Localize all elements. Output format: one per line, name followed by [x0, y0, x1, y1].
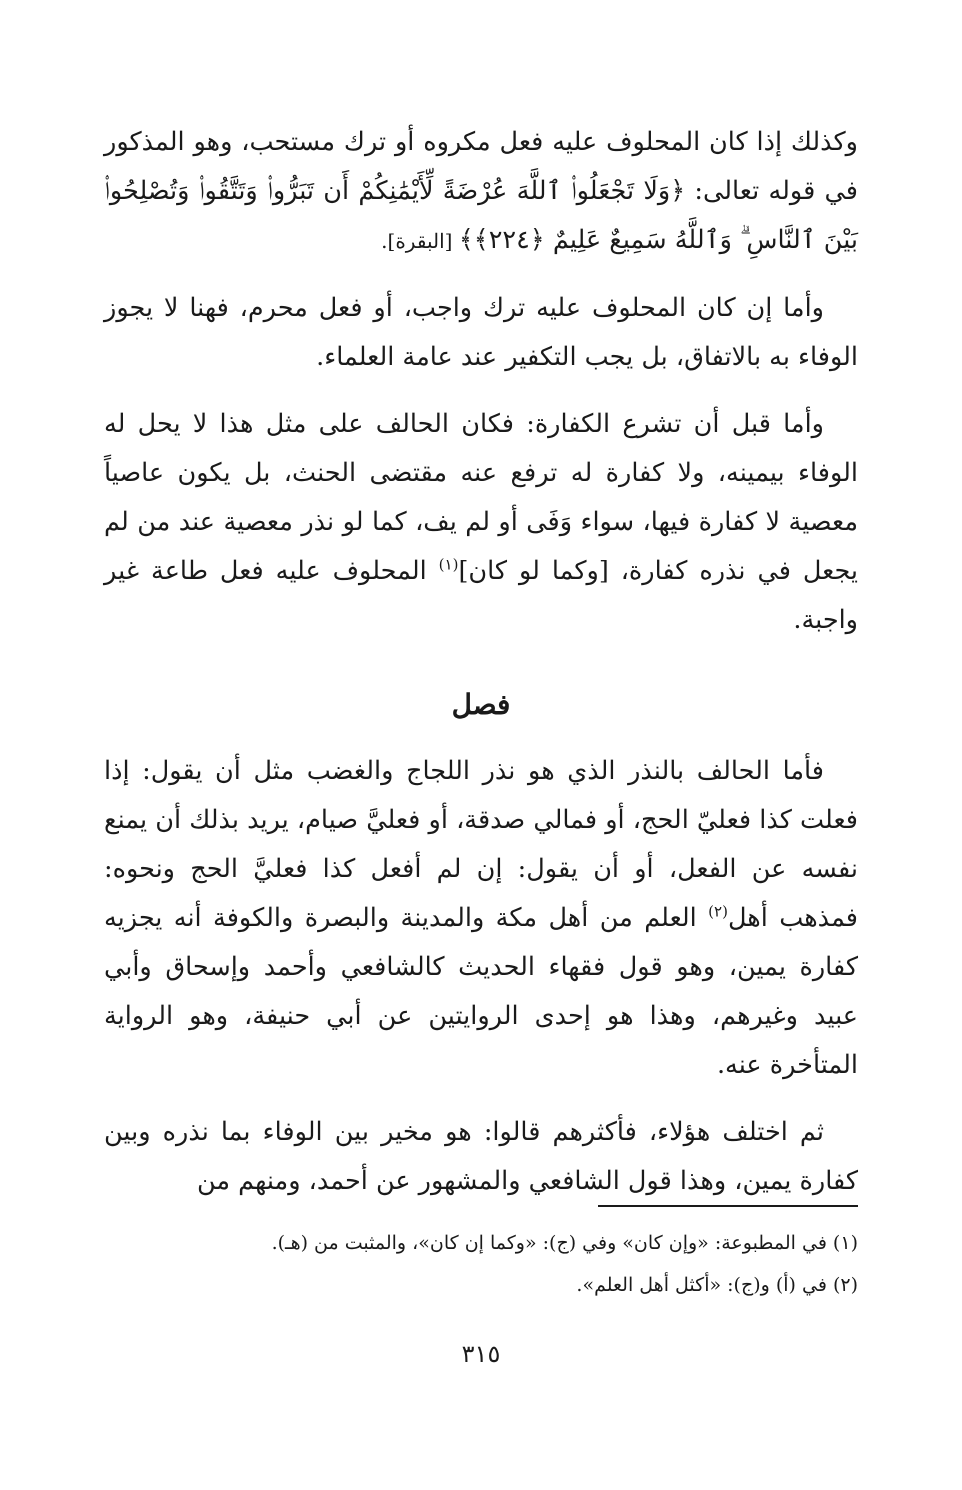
footnote-1: (١) في المطبوعة: «وإن كان» وفي (ج): «وكما إن كان»، والمثبت من (هـ). — [271, 1232, 858, 1254]
footnote-marker-2[interactable]: (٢) — [708, 902, 728, 921]
paragraph-1-text: وكذلك إذا كان المحلوف عليه فعل مكروه أو ترك مستحب، وهو المذكور في قوله تعالى: — [104, 127, 858, 206]
page-number: ٣١٥ — [461, 1340, 501, 1368]
footnotes — [104, 1222, 858, 1306]
sura-reference: [البقرة]. — [381, 229, 459, 253]
paragraph-4 — [104, 747, 858, 1090]
paragraph-3-text-b: المحلوف عليه فعل طاعة غير واجبة. — [104, 556, 858, 635]
quran-verse: ﴿وَلَا تَجْعَلُوا۟ ٱللَّهَ عُرْضَةً لِّأَيْمَٰنِكُمْ أَن تَبَرُّوا۟ وَتَتَّقُوا۟ وَتُصْلِحُوا۟ بَيْنَ ٱلنَّاسِ ۗ وَٱللَّهُ سَمِيعٌ عَلِيمٌ ﴿٢٢٤﴾﴾ — [104, 176, 858, 255]
footnote-marker-1[interactable]: (١) — [438, 555, 459, 574]
paragraph-3-text-a: وأما قبل أن تشرع الكفارة: فكان الحالف على مثل هذا لا يحل له الوفاء بيمينه، ولا كفارة له ترفع عنه مقتضى الحنث، بل يكون عاصياً معصية لا كفارة فيها، سواء وَفَى أو لم يف، كما لو نذر معصية عند من لم يجعل في نذره كفارة، [وكما لو كان] — [104, 409, 858, 586]
paragraph-1 — [104, 118, 858, 266]
paragraph-5-text: ثم اختلف هؤلاء، فأكثرهم قالوا: هو مخير بين الوفاء بما نذره وبين كفارة يمين، وهذا قول الشافعي والمشهور عن أحمد، ومنهم من — [104, 1117, 858, 1196]
footnote-separator — [598, 1205, 858, 1207]
paragraph-3 — [104, 400, 858, 645]
page-body — [104, 118, 858, 1224]
paragraph-2 — [104, 284, 858, 382]
paragraph-4-text-b: العلم من أهل مكة والمدينة والبصرة والكوفة أنه يجزيه كفارة يمين، وهو قول فقهاء الحديث كالشافعي وأحمد وإسحاق وأبي عبيد وغيرهم، وهذا هو إحدى الروايتين عن أبي حنيفة، وهو الرواية المتأخرة عنه. — [104, 903, 858, 1080]
paragraph-5 — [104, 1108, 858, 1206]
footnote-2: (٢) في (أ) و(ج): «أكثل أهل العلم». — [576, 1274, 858, 1296]
paragraph-2-text: وأما إن كان المحلوف عليه ترك واجب، أو فعل محرم، فهنا لا يجوز الوفاء به بالاتفاق، بل يجب التكفير عند عامة العلماء. — [104, 293, 858, 372]
section-heading: فصل — [451, 688, 511, 721]
paragraph-4-text-a: فأما الحالف بالنذر الذي هو نذر اللجاج والغضب مثل أن يقول: إذا فعلت كذا فعليّ الحج، أو فمالي صدقة، أو فعليَّ صيام، يريد بذلك أن يمنع نفسه عن الفعل، أو أن يقول: إن لم أفعل كذا فعليَّ الحج ونحوه: فمذهب أهل — [104, 756, 858, 933]
